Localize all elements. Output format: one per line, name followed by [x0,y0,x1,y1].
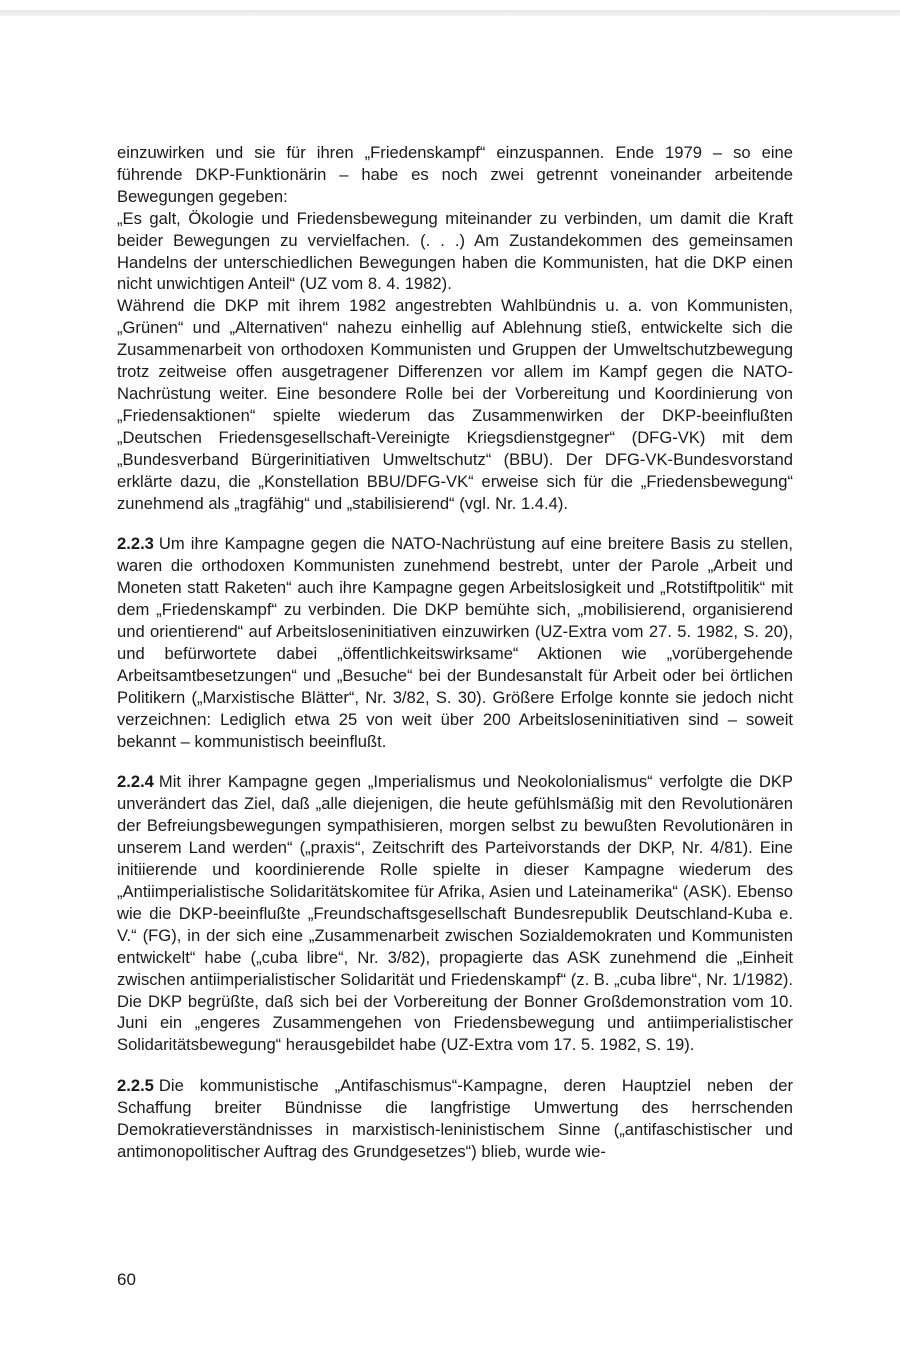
section-text: Um ihre Kampagne gegen die NATO-Nachrüstung auf eine breitere Basis zu stellen, waren die orthodoxen Kommunisten zunehmend bestrebt, unter der Parole „Arbeit und Moneten statt Raketen“ auch ihre Kampagne gegen Arbeitslosigkeit und „Rotstiftpolitik“ mit dem „Friedenskampf“ zu verbinden. Die DKP bemühte sich, „mobilisierend, organisierend und orientierend“ auf Arbeitsloseninitiativen einzuwirken (UZ-Extra vom 27. 5. 1982, S. 20), und befürwortete dabei „öffentlichkeitswirksame“ Aktionen wie „vorübergehende Arbeitsamtbesetzungen“ und „Besuche“ bei der Bundesanstalt für Arbeit oder bei örtlichen Politikern („Marxistische Blätter“, Nr. 3/82, S. 30). Größere Erfolge konnte sie jedoch nicht verzeichnen: Lediglich etwa 25 von weit über 200 Arbeitsloseninitiativen sind – soweit bekannt – kommunistisch beeinflußt. [117,534,793,751]
block-quote: „Es galt, Ökologie und Friedensbewegung miteinander zu verbinden, um damit die Kraft beider Bewegungen zu vervielfachen. (. . .) Am Zustandekommen des gemeinsamen Handelns der unterschiedlichen Bewegungen haben die Kommunisten, hat die DKP einen nicht unwichtigen Anteil“ (UZ vom 8. 4. 1982). [117,208,793,294]
section-number: 2.2.4 [117,772,154,792]
section-2-2-3 [117,533,793,752]
page-number: 60 [117,1270,136,1289]
continuation-paragraph: Während die DKP mit ihrem 1982 angestrebten Wahlbündnis u. a. von Kommunisten, „Grünen“ und „Alternativen“ nahezu einhellig auf Ablehnung stieß, entwickelte sich die Zusammenarbeit von orthodoxen Kommunisten und Gruppen der Umweltschutzbewegung trotz zeitweise offen ausgetragener Differenzen vor allem im Kampf gegen die NATO-Nachrüstung weiter. Eine besondere Rolle bei der Vorbereitung und Koordinierung von „Friedensaktionen“ spielte wiederum das Zusammenwirken der DKP-beeinflußten „Deutschen Friedensgesellschaft-Vereinigte Kriegsdienstgegner“ (DFG-VK) mit dem „Bundesverband Bürgerinitiativen Umweltschutz“ (BBU). Der DFG-VK-Bundesvorstand erklärte dazu, die „Konstellation BBU/DFG-VK“ erweise sich für die „Friedensbewegung“ zunehmend als „tragfähig“ und „stabilisierend“ (vgl. Nr. 1.4.4). [117,296,793,513]
section-2-2-4 [117,771,793,1056]
scan-top-edge [0,10,900,16]
section-text: Mit ihrer Kampagne gegen „Imperialismus und Neokolonialismus“ verfolgte die DKP unverändert das Ziel, daß „alle diejenigen, die heute gefühlsmäßig mit den Revolutionären der Befreiungsbewegungen sympathisieren, morgen selbst zu bewußten Revolutionären in unserem Land werden“ („praxis“, Zeitschrift des Parteivorstands der DKP, Nr. 4/81). Eine initiierende und koordinierende Rolle spielte in dieser Kampagne wiederum des „Antiimperialistische Solidaritätskomitee für Afrika, Asien und Lateinamerika“ (ASK). Ebenso wie die DKP-beeinflußte „Freundschaftsgesellschaft Bundesrepublik Deutschland-Kuba e. V.“ (FG), in der sich eine „Zusammenarbeit zwischen Sozialdemokraten und Kommunisten entwickelt“ habe („cuba libre“, Nr. 3/82), propagierte das ASK zunehmend die „Einheit zwischen antiimperialistischer Solidarität und Friedenskampf“ (z. B. „cuba libre“, Nr. 1/1982). Die DKP begrüßte, daß sich bei der Vorbereitung der Bonner Großdemonstration vom 10. Juni ein „engeres Zusammengehen von Friedensbewegung und antiimperialistischer Solidaritätsbewegung“ herausgebildet habe (UZ-Extra vom 17. 5. 1982, S. 19). [117,772,794,1055]
section-2-2-5 [117,1075,793,1163]
page-body [117,142,793,1163]
intro-paragraph: einzuwirken und sie für ihren „Friedenskampf“ einzuspannen. Ende 1979 – so eine führende DKP-Funktionärin – habe es noch zwei getrennt voneinander arbeitende Bewegungen gegeben: [117,143,793,206]
section-text: Die kommunistische „Antifaschismus“-Kampagne, deren Hauptziel neben der Schaffung breiter Bündnisse die langfristige Umwertung des herrschenden Demokratieverständnisses in marxistisch-leninistischem Sinne („antifaschistischer und antimonopolitischer Auftrag des Grundgesetzes“) blieb, wurde wie- [117,1076,793,1161]
section-number: 2.2.5 [117,1076,154,1096]
section-number: 2.2.3 [117,534,154,554]
